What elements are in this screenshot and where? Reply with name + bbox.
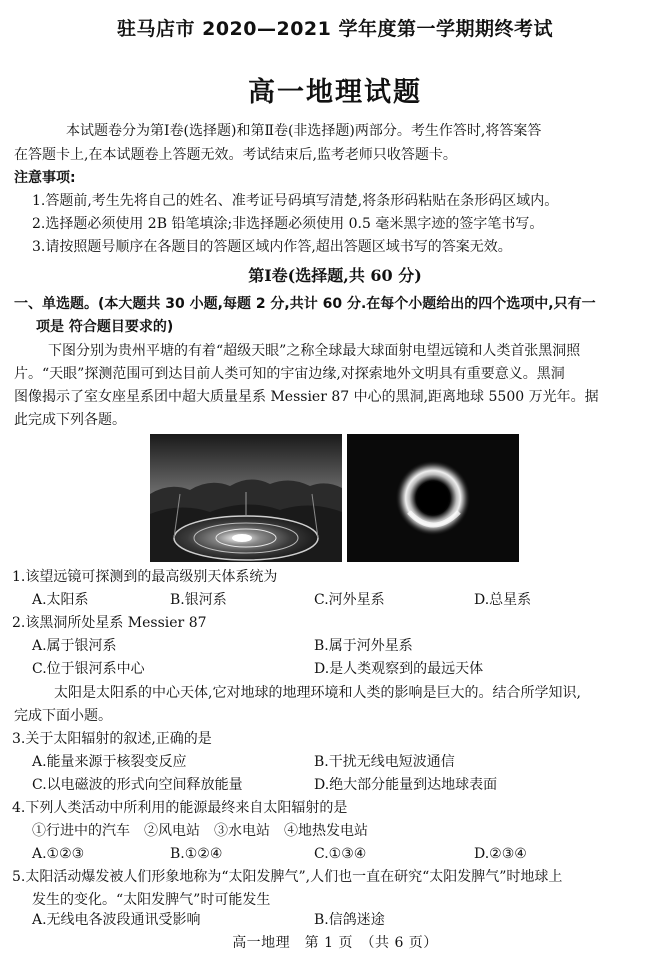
passage1-line-4: 此完成下列各题。	[14, 412, 126, 428]
option-a: A.太阳系	[32, 592, 89, 608]
exam-name: 驻马店市 2020—2021 学年度第一学期期终考试	[117, 18, 553, 40]
intro-line-1: 本试题卷分为第Ⅰ卷(选择题)和第Ⅱ卷(非选择题)两部分。考生作答时,将答案答	[66, 123, 542, 139]
question-3-options-row-2	[32, 774, 652, 797]
option-d: D.②③④	[474, 846, 527, 862]
question-4-sub-items: ①行进中的汽车 ②风电站 ③水电站 ④地热发电站	[32, 823, 368, 839]
passage1-line-1: 下图分别为贵州平塘的有着“超级天眼”之称全球最大球面射电望远镜和人类首张黑洞照	[48, 343, 581, 359]
question-1-options	[32, 589, 652, 612]
question-5-stem-line-2: 发生的变化。“太阳发脾气”时可能发生	[32, 892, 271, 908]
question-1-stem: 1.该望远镜可探测到的最高级别天体系统为	[12, 569, 278, 585]
option-c: C.①③④	[314, 846, 367, 862]
figure-photos	[0, 434, 670, 562]
option-d: D.是人类观察到的最远天体	[314, 661, 484, 677]
question-2-options-row-1	[32, 635, 652, 658]
question-4-stem: 4.下列人类活动中所利用的能源最终来自太阳辐射的是	[12, 800, 348, 816]
passage1-line-2: 片。“天眼”探测范围可到达目前人类可知的宇宙边缘,对探索地外文明具有重要意义。黑洞	[14, 366, 565, 382]
question-3-options-row-1	[32, 751, 652, 774]
question-4-options	[32, 843, 652, 866]
question-2-options-row-2	[32, 658, 652, 681]
option-b: B.信鸽迷途	[314, 912, 385, 928]
part1-heading-line-1: 一、单选题。(本大题共 30 小题,每题 2 分,共计 60 分.在每个小题给出的四个选项中,只有一	[14, 296, 596, 312]
option-b: B.属于河外星系	[314, 638, 413, 654]
page-footer: 高一地理 第 1 页 （共 6 页）	[232, 935, 438, 951]
question-2-stem: 2.该黑洞所处星系 Messier 87	[12, 615, 207, 631]
option-c: C.河外星系	[314, 592, 385, 608]
option-b: B.银河系	[170, 592, 227, 608]
option-a: A.无线电各波段通讯受影响	[32, 912, 201, 928]
question-5-options	[32, 909, 652, 932]
notice-heading: 注意事项:	[14, 170, 76, 186]
notice-item-1: 1.答题前,考生先将自己的姓名、准考证号码填写清楚,将条形码粘贴在条形码区域内。	[32, 193, 559, 209]
passage2-line-1: 太阳是太阳系的中心天体,它对地球的地理环境和人类的影响是巨大的。结合所学知识,	[54, 685, 581, 701]
option-d: D.总星系	[474, 592, 532, 608]
option-a: A.属于银河系	[32, 638, 117, 654]
option-d: D.绝大部分能量到达地球表面	[314, 777, 498, 793]
passage1-line-3: 图像揭示了室女座星系团中超大质量星系 Messier 87 中心的黑洞,距离地球 5500 万光年。据	[14, 389, 599, 405]
section-title: 第Ⅰ卷(选择题,共 60 分)	[248, 266, 422, 285]
option-a: A.能量来源于核裂变反应	[32, 754, 187, 770]
passage2-line-2: 完成下面小题。	[14, 708, 112, 724]
telescope-photo	[150, 434, 342, 562]
option-b: B.①②④	[170, 846, 223, 862]
option-a: A.①②③	[32, 846, 85, 862]
option-c: C.位于银河系中心	[32, 661, 145, 677]
black-hole-photo	[347, 434, 519, 562]
notice-item-2: 2.选择题必须使用 2B 铅笔填涂;非选择题必须使用 0.5 毫米黑字迹的签字笔书写。	[32, 216, 544, 232]
part1-heading-line-2: 项是 符合题目要求的)	[36, 319, 174, 335]
question-3-stem: 3.关于太阳辐射的叙述,正确的是	[12, 731, 212, 747]
page-title: 高一地理试题	[248, 77, 422, 108]
notice-item-3: 3.请按照题号顺序在各题目的答题区域内作答,超出答题区域书写的答案无效。	[32, 239, 512, 255]
option-c: C.以电磁波的形式向空间释放能量	[32, 777, 243, 793]
question-5-stem-line-1: 5.太阳活动爆发被人们形象地称为“太阳发脾气”,人们也一直在研究“太阳发脾气”时地球上	[12, 869, 563, 885]
option-b: B.干扰无线电短波通信	[314, 754, 455, 770]
intro-line-2: 在答题卡上,在本试题卷上答题无效。考试结束后,监考老师只收答题卡。	[14, 147, 457, 163]
